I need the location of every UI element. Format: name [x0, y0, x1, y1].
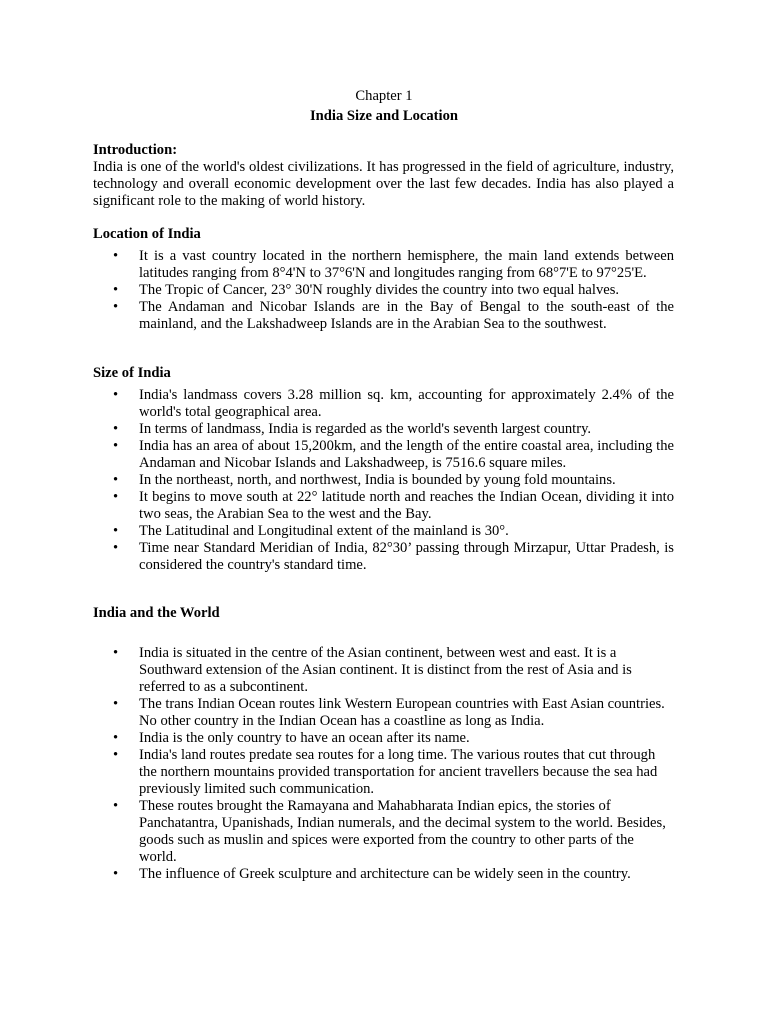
world-heading: India and the World [93, 605, 220, 621]
introduction-heading: Introduction: [93, 142, 178, 158]
chapter-label: Chapter 1 [355, 88, 413, 104]
list-item: • The influence of Greek sculpture and architecture can be widely seen in the country. [93, 866, 674, 883]
list-item: • Time near Standard Meridian of India, 82°30’ passing through Mirzapur, Uttar Pradesh, is considered the country's standard time. [93, 540, 674, 574]
size-list [93, 387, 674, 574]
list-item: • India is situated in the centre of the Asian continent, between west and east. It is a Southward extension of the Asian continent. It is distinct from the rest of Asia and is referred to as a subcontinent. [93, 645, 674, 696]
world-list [93, 645, 674, 883]
page-title: India Size and Location [310, 108, 458, 124]
list-item: • The Andaman and Nicobar Islands are in the Bay of Bengal to the south-east of the mainland, and the Lakshadweep Islands are in the Arabian Sea to the southwest. [93, 299, 674, 333]
list-item: • In the northeast, north, and northwest, India is bounded by young fold mountains. [93, 472, 674, 489]
list-item: • The Tropic of Cancer, 23° 30'N roughly divides the country into two equal halves. [93, 282, 674, 299]
location-heading: Location of India [93, 226, 201, 242]
size-heading: Size of India [93, 365, 171, 381]
list-item: • India's landmass covers 3.28 million sq. km, accounting for approximately 2.4% of the world's total geographical area. [93, 387, 674, 421]
list-item: • In terms of landmass, India is regarded as the world's seventh largest country. [93, 421, 674, 438]
list-item: • It is a vast country located in the northern hemisphere, the main land extends between latitudes ranging from 8°4'N to 37°6'N and longitudes ranging from 68°7'E to 97°25'E. [93, 248, 674, 282]
location-list [93, 248, 674, 333]
list-item: • The trans Indian Ocean routes link Western European countries with East Asian countries. No other country in the Indian Ocean has a coastline as long as India. [93, 696, 674, 730]
list-item: • It begins to move south at 22° latitude north and reaches the Indian Ocean, dividing it into two seas, the Arabian Sea to the west and the Bay. [93, 489, 674, 523]
introduction-paragraph: India is one of the world's oldest civilizations. It has progressed in the field of agriculture, industry, technology and overall economic development over the last few decades. India has also played a significant role to the making of world history. [93, 159, 674, 209]
list-item: • India's land routes predate sea routes for a long time. The various routes that cut through the northern mountains provided transportation for ancient travellers because the sea had previously limited such communication. [93, 747, 674, 798]
list-item: • India is the only country to have an ocean after its name. [93, 730, 674, 747]
list-item: • The Latitudinal and Longitudinal extent of the mainland is 30°. [93, 523, 674, 540]
list-item: • India has an area of about 15,200km, and the length of the entire coastal area, including the Andaman and Nicobar Islands and Lakshadweep, is 7516.6 square miles. [93, 438, 674, 472]
list-item: • These routes brought the Ramayana and Mahabharata Indian epics, the stories of Panchatantra, Upanishads, Indian numerals, and the decimal system to the world. Besides, goods such as muslin and spices were exported from the country to other parts of the world. [93, 798, 674, 866]
